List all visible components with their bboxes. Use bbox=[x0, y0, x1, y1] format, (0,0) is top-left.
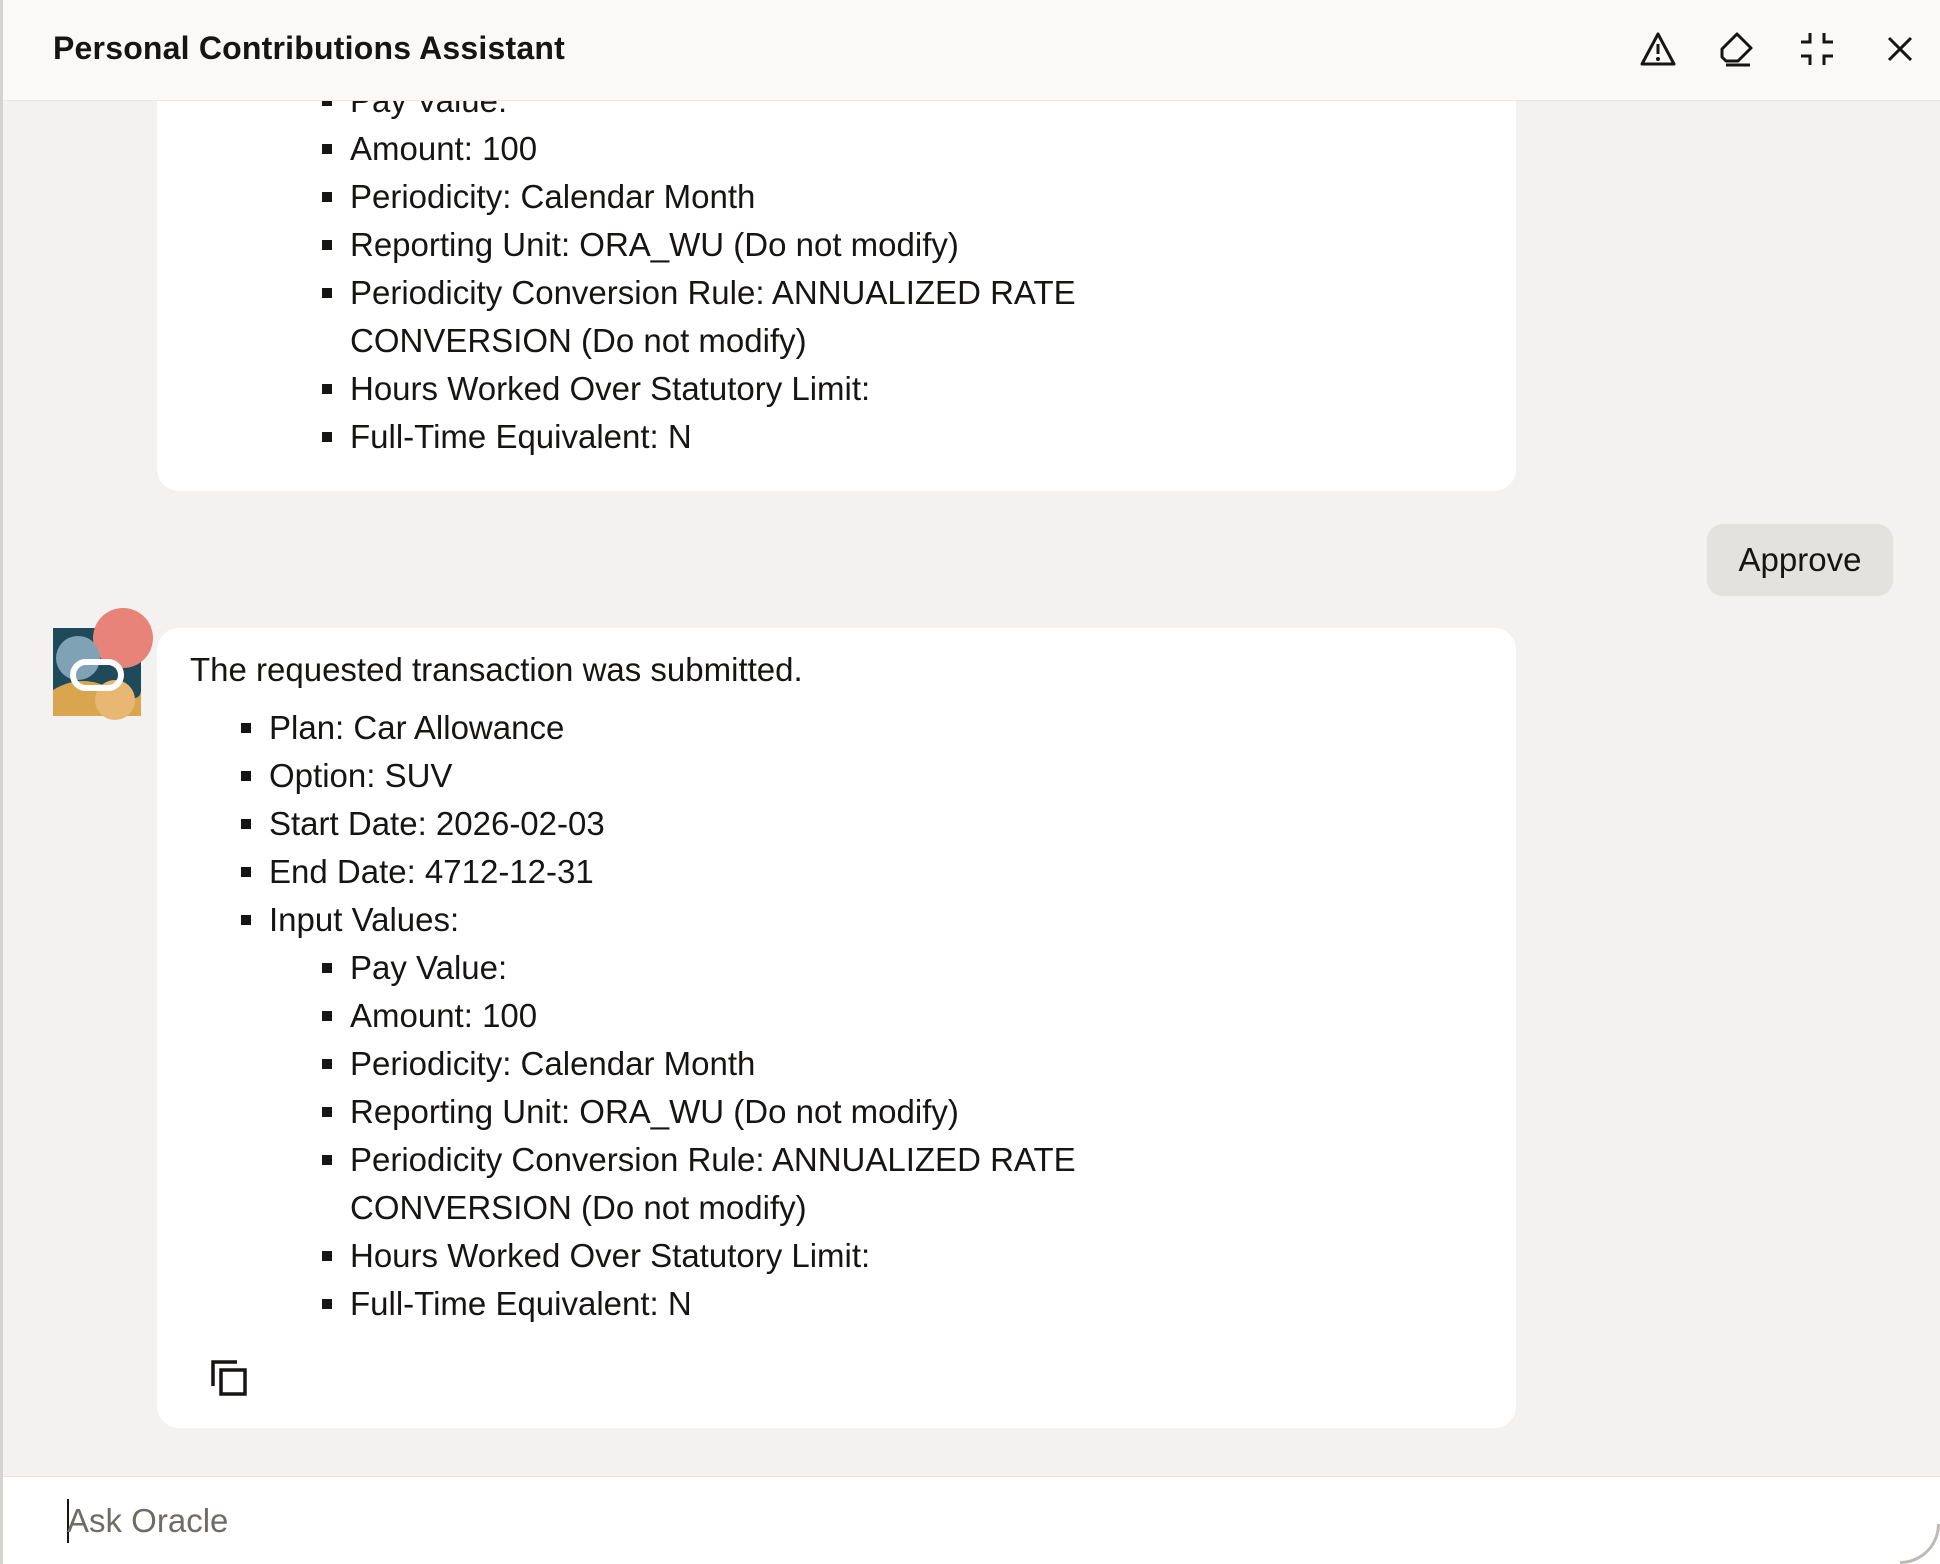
list-item: Start Date: 2026-02-03 bbox=[157, 800, 1516, 848]
list-item: Reporting Unit: ORA_WU (Do not modify) bbox=[157, 1088, 1287, 1136]
list-item: Full-Time Equivalent: N bbox=[157, 1280, 1287, 1328]
list-item: Pay Value: bbox=[157, 944, 1287, 992]
collapse-icon bbox=[1798, 30, 1836, 68]
list-item: Plan: Car Allowance bbox=[157, 704, 1516, 752]
eraser-icon bbox=[1718, 30, 1756, 68]
report-issue-button[interactable] bbox=[1631, 22, 1685, 76]
list-item: Periodicity: Calendar Month bbox=[157, 173, 1287, 221]
minimize-button[interactable] bbox=[1790, 22, 1844, 76]
list-item: Periodicity Conversion Rule: ANNUALIZED RATE CONVERSION (Do not modify) bbox=[157, 1136, 1287, 1232]
list-item: Hours Worked Over Statutory Limit: bbox=[157, 365, 1287, 413]
warning-triangle-icon bbox=[1639, 31, 1677, 67]
user-message-approve: Approve bbox=[1707, 524, 1893, 596]
panel-title: Personal Contributions Assistant bbox=[53, 30, 565, 66]
input-values-list bbox=[157, 77, 1516, 461]
list-item: Full-Time Equivalent: N bbox=[157, 413, 1287, 461]
input-values-list bbox=[157, 944, 1516, 1328]
input-values-label: Input Values: bbox=[269, 901, 460, 938]
conversation-area[interactable] bbox=[3, 101, 1940, 1476]
copy-message-button[interactable] bbox=[207, 1356, 251, 1400]
assistant-avatar bbox=[53, 628, 141, 716]
composer bbox=[3, 1476, 1940, 1564]
list-item: Reporting Unit: ORA_WU (Do not modify) bbox=[157, 221, 1287, 269]
copy-icon bbox=[207, 1387, 251, 1404]
list-item: Amount: 100 bbox=[157, 125, 1287, 173]
panel-header bbox=[3, 0, 1940, 101]
transaction-details-list bbox=[157, 704, 1516, 1328]
close-icon bbox=[1885, 34, 1915, 64]
close-button[interactable] bbox=[1873, 22, 1927, 76]
message-lead-text: The requested transaction was submitted. bbox=[190, 651, 803, 688]
ask-oracle-input[interactable] bbox=[67, 1495, 1867, 1547]
list-item: Option: SUV bbox=[157, 752, 1516, 800]
clear-conversation-button[interactable] bbox=[1710, 22, 1764, 76]
list-item: Periodicity: Calendar Month bbox=[157, 1040, 1287, 1088]
list-item: Periodicity Conversion Rule: ANNUALIZED RATE CONVERSION (Do not modify) bbox=[157, 269, 1287, 365]
list-item: Amount: 100 bbox=[157, 992, 1287, 1040]
list-item bbox=[157, 896, 1516, 1328]
resize-handle[interactable] bbox=[1900, 1524, 1940, 1564]
list-item: Hours Worked Over Statutory Limit: bbox=[157, 1232, 1287, 1280]
list-item: End Date: 4712-12-31 bbox=[157, 848, 1516, 896]
assistant-message bbox=[157, 628, 1516, 1428]
